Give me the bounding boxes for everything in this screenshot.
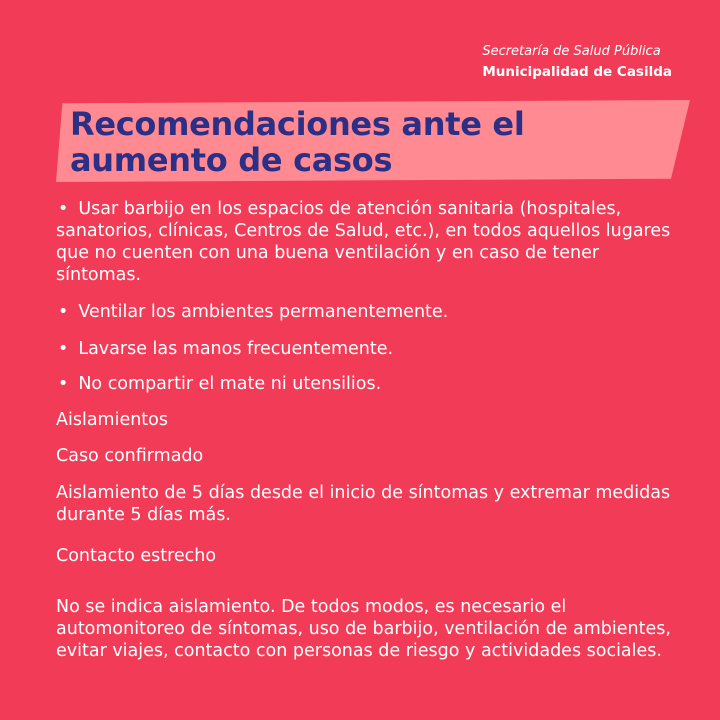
bullet-item [56,198,680,286]
caso-confirmado-heading: Caso confirmado [56,446,204,466]
caso-confirmado-text: Aislamiento de 5 días desde el inicio de síntomas y extremar medidas durante 5 días más. [56,483,671,525]
page-title: Recomendaciones ante el aumento de casos [70,105,525,179]
aislamientos-heading: Aislamientos [56,410,168,430]
bullet-icon: • [58,374,69,394]
bullet-text: Ventilar los ambientes permanentemente. [78,302,449,322]
bullet-icon: • [58,339,69,359]
bullet-item [56,373,381,395]
bullet-text: Usar barbijo en los espacios de atención sanitaria (hospitales, sanatorios, clínicas, Centros de Salud, etc.), en todos aquellos lugares que no cuenten con una buena ventilación y en caso de tener síntomas. [56,199,671,285]
bullet-text: Lavarse las manos frecuentemente. [78,339,394,359]
municipality-label: Municipalidad de Casilda [482,64,672,80]
bullet-icon: • [58,302,69,322]
contacto-estrecho-heading: Contacto estrecho [56,546,217,566]
contacto-estrecho-text: No se indica aislamiento. De todos modos, es necesario el automonitoreo de síntomas, uso de barbijo, ventilación de ambientes, evitar viajes, contacto con personas de riesgo y actividades sociales. [56,597,671,661]
bullet-item [56,301,448,323]
department-label: Secretaría de Salud Pública [482,44,661,59]
bullet-text: No compartir el mate ni utensilios. [78,374,382,394]
header [482,42,672,82]
bullet-item [56,338,393,360]
bullet-icon: • [58,199,69,219]
